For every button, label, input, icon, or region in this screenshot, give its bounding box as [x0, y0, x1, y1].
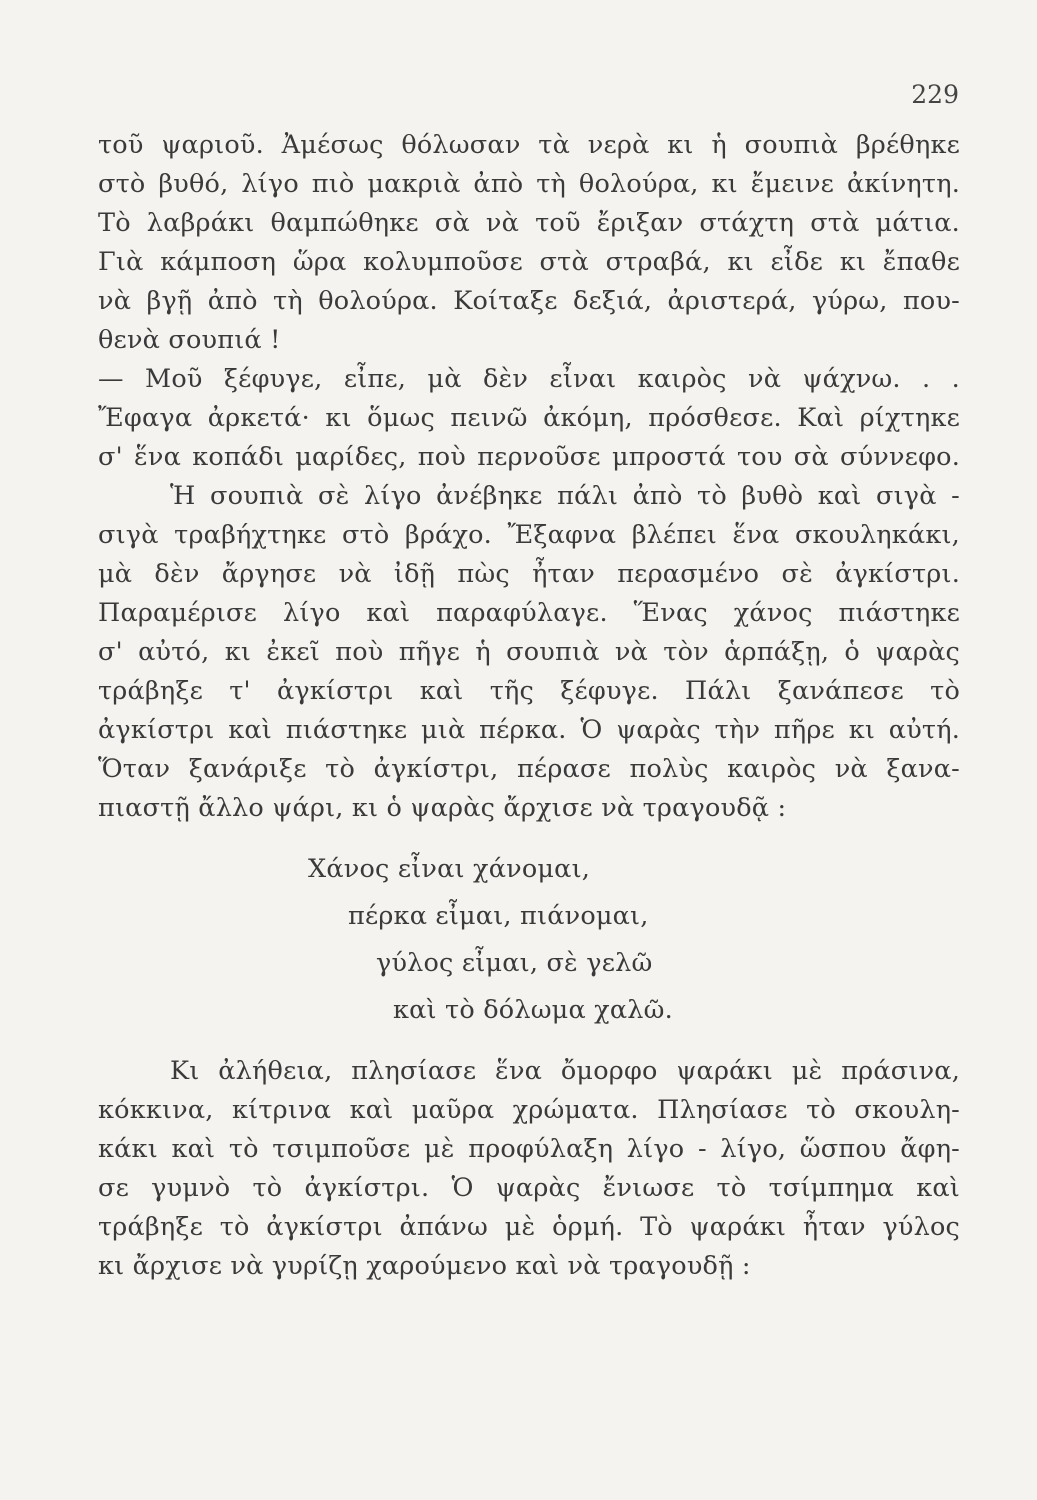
verse-line: πέρκα εἶμαι, πιάνομαι,	[348, 901, 649, 931]
paragraph-3	[98, 477, 960, 828]
text-line: Κι ἀλήθεια, πλησίασε ἕνα ὄμορφο ψαράκι μὲ πράσινα,	[170, 1056, 960, 1086]
text-line: τράβηξε τὸ ἀγκίστρι ἀπάνω μὲ ὁρμή. Τὸ ψαράκι ἦταν γύλος	[98, 1212, 960, 1242]
text-line: Παραμέρισε λίγο καὶ παραφύλαγε. Ἕνας χάνος πιάστηκε	[98, 598, 960, 628]
text-line: Ὅταν ξανάριξε τὸ ἀγκίστρι, πέρασε πολὺς καιρὸς νὰ ξανα-	[98, 754, 960, 784]
text-line: Ἡ σουπιὰ σὲ λίγο ἀνέβηκε πάλι ἀπὸ τὸ βυθὸ καὶ σιγὰ -	[170, 481, 960, 511]
text-line: κι ἄρχισε νὰ γυρίζῃ χαρούμενο καὶ νὰ τραγουδῇ :	[98, 1251, 751, 1281]
page-text	[98, 126, 960, 1286]
paragraph-2	[98, 360, 960, 477]
text-line: θενὰ σουπιά !	[98, 325, 281, 355]
text-line: σε γυμνὸ τὸ ἀγκίστρι. Ὁ ψαρὰς ἔνιωσε τὸ τσίμπημα καὶ	[98, 1173, 960, 1203]
text-line: μὰ δὲν ἄργησε νὰ ἰδῇ πὼς ἦταν περασμένο σὲ ἀγκίστρι.	[98, 559, 960, 589]
text-line: — Μοῦ ξέφυγε, εἶπε, μὰ δὲν εἶναι καιρὸς νὰ ψάχνω. . .	[98, 364, 960, 394]
text-line: πιαστῇ ἄλλο ψάρι, κι ὁ ψαρὰς ἄρχισε νὰ τραγουδᾷ :	[98, 793, 787, 823]
text-line: σιγὰ τραβήχτηκε στὸ βράχο. Ἔξαφνα βλέπει ἕνα σκουληκάκι,	[98, 520, 960, 550]
text-line: τράβηξε τ' ἀγκίστρι καὶ τῆς ξέφυγε. Πάλι ξανάπεσε τὸ	[98, 676, 960, 706]
text-line: σ' αὐτό, κι ἐκεῖ ποὺ πῆγε ἡ σουπιὰ νὰ τὸν ἁρπάξῃ, ὁ ψαρὰς	[98, 637, 960, 667]
verse-line: καὶ τὸ δόλωμα χαλῶ.	[393, 995, 673, 1025]
paragraph-4	[98, 1052, 960, 1286]
text-line: στὸ βυθό, λίγο πιὸ μακριὰ ἀπὸ τὴ θολούρα, κι ἔμεινε ἀκίνητη.	[98, 169, 960, 199]
text-line: κόκκινα, κίτρινα καὶ μαῦρα χρώματα. Πλησίασε τὸ σκουλη-	[98, 1095, 960, 1125]
verse-line: Χάνος εἶναι χάνομαι,	[308, 854, 591, 884]
text-line: νὰ βγῇ ἀπὸ τὴ θολούρα. Κοίταξε δεξιά, ἀριστερά, γύρω, που-	[98, 286, 960, 316]
paragraph-1	[98, 126, 960, 360]
text-line: ἀγκίστρι καὶ πιάστηκε μιὰ πέρκα. Ὁ ψαρὰς τὴν πῆρε κι αὐτή.	[98, 715, 960, 745]
text-line: Γιὰ κάμποση ὥρα κολυμποῦσε στὰ στραβά, κι εἶδε κι ἔπαθε	[98, 247, 960, 277]
text-line: τοῦ ψαριοῦ. Ἀμέσως θόλωσαν τὰ νερὰ κι ἡ σουπιὰ βρέθηκε	[98, 130, 960, 160]
text-line: κάκι καὶ τὸ τσιμποῦσε μὲ προφύλαξη λίγο - λίγο, ὥσπου ἄφη-	[98, 1134, 960, 1164]
text-line: Τὸ λαβράκι θαμπώθηκε σὰ νὰ τοῦ ἔριξαν στάχτη στὰ μάτια.	[98, 208, 960, 238]
verse-line: γύλος εἶμαι, σὲ γελῶ	[376, 948, 653, 978]
text-line: Ἔφαγα ἀρκετά· κι ὅμως πεινῶ ἀκόμη, πρόσθεσε. Καὶ ρίχτηκε	[98, 403, 960, 433]
page-number: 229	[911, 80, 959, 109]
song-verse	[308, 846, 960, 1034]
text-line: σ' ἕνα κοπάδι μαρίδες, ποὺ περνοῦσε μπροστά του σὰ σύννεφο.	[98, 442, 960, 472]
